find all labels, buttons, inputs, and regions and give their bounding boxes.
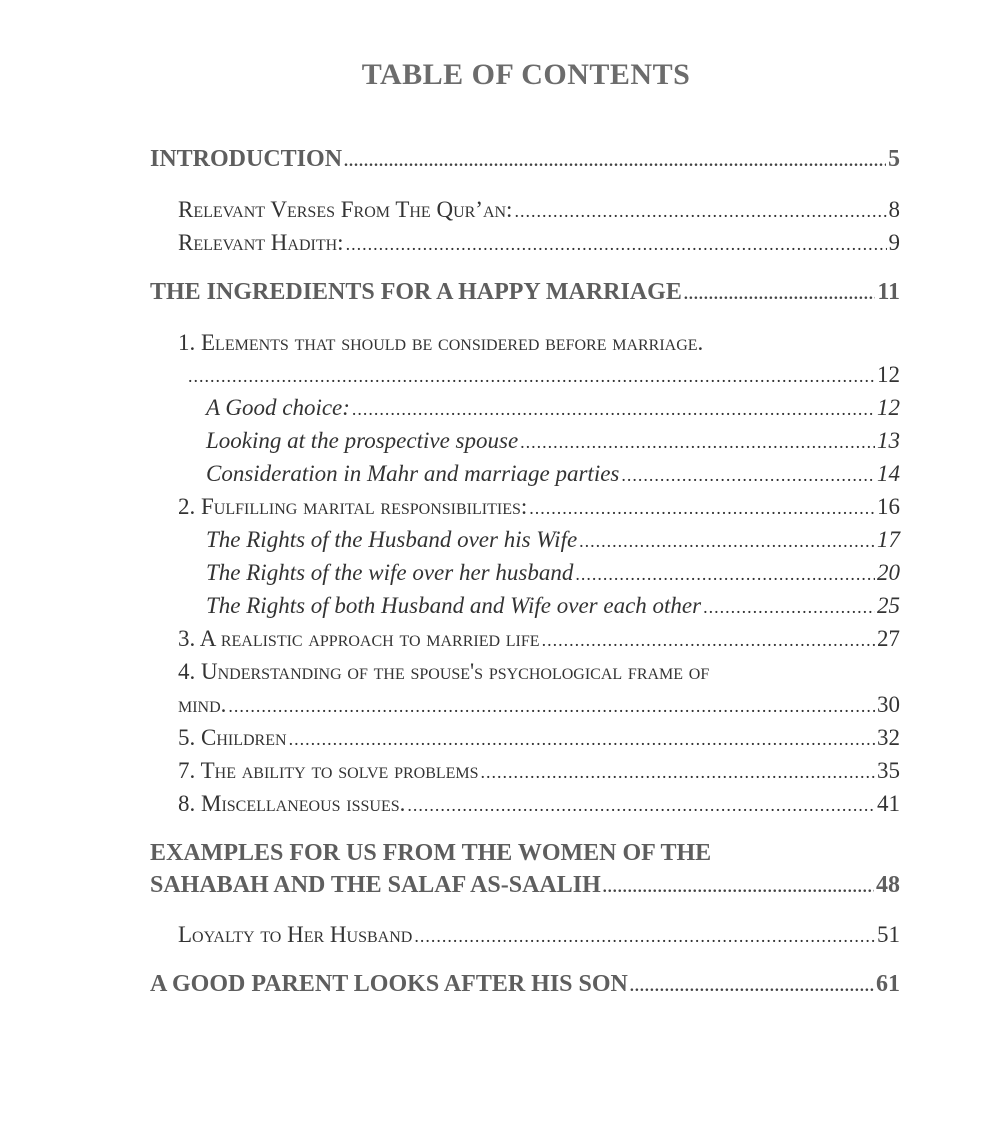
entry-label: The Rights of the Husband over his Wife [206,527,578,552]
toc-entry-introduction[interactable] [150,146,900,173]
toc-entry-rights-both[interactable] [206,593,900,619]
page-number: 35 [877,758,900,783]
toc-entry-examples-label: EXAMPLES FOR US FROM THE WOMEN OF THE [150,840,712,866]
entry-label: Relevant Verses From The Qur’an: [178,197,513,222]
entry-label: Looking at the prospective spouse [206,428,519,453]
entry-label: 7. The ability to solve problems [178,758,479,783]
leader-dots [529,498,875,519]
leader-dots [407,795,875,816]
leader-dots [703,597,875,618]
toc-entry-elements[interactable] [186,362,900,388]
page-number: 48 [876,872,900,898]
page-number: 9 [888,230,900,255]
page-number: 8 [888,197,900,222]
page-number: 13 [877,428,900,453]
page-number: 20 [877,560,900,585]
toc-entry-rights-wife[interactable] [206,560,900,586]
entry-label: Relevant Hadith: [178,230,344,255]
toc-entry-realistic-approach[interactable] [178,626,900,652]
entry-label: 8. Miscellaneous issues. [178,791,406,816]
page-number: 25 [877,593,900,618]
entry-label: 5. Children [178,725,287,750]
toc-entry-good-choice[interactable] [206,395,900,421]
leader-dots [684,286,875,304]
entry-label: Loyalty to Her Husband [178,922,413,947]
leader-dots [603,879,874,897]
page-title: TABLE OF CONTENTS [361,58,691,91]
page-number: 61 [876,971,900,997]
leader-dots [520,432,875,453]
toc-entry-relevant-hadith[interactable] [178,230,900,256]
leader-dots [414,926,875,947]
toc-entry-ingredients[interactable] [150,279,900,306]
entry-label: 3. A realistic approach to married life [178,626,540,651]
toc-entry-rights-husband[interactable] [206,527,900,553]
toc-entry-miscellaneous[interactable] [178,791,900,817]
entry-label: Consideration in Mahr and marriage parties [206,461,620,486]
entry-label: SAHABAH AND THE SALAF AS-SAALIH [150,872,601,898]
entry-label: INTRODUCTION [150,146,343,172]
entry-label: A GOOD PARENT LOOKS AFTER HIS SON [150,971,628,997]
page-number: 32 [877,725,900,750]
leader-dots [579,531,875,552]
toc-entry-understanding[interactable] [178,692,900,718]
toc-entry-relevant-verses[interactable] [178,197,900,223]
toc-entry-fulfilling[interactable] [178,494,900,520]
toc-entry-mahr[interactable] [206,461,900,487]
leader-dots [630,978,874,996]
leader-dots [542,630,875,651]
leader-dots [346,234,887,255]
page-number: 51 [877,922,900,947]
leader-dots [228,696,875,717]
entry-label: mind. [178,692,227,717]
toc-entry-elements-label: 1. Elements that should be considered before marriage. [178,330,704,355]
entry-label: A Good choice: [206,395,350,420]
page-number: 5 [888,146,900,172]
page-number: 41 [877,791,900,816]
page-number: 11 [877,279,900,305]
leader-dots [621,465,875,486]
page-number: 16 [877,494,900,519]
toc-entry-understanding-label: 4. Understanding of the spouse's psychological frame of [178,659,710,684]
page-number: 30 [877,692,900,717]
page-number: 12 [877,395,900,420]
page-number: 12 [877,362,900,387]
toc-entry-prospective-spouse[interactable] [206,428,900,454]
toc-entry-examples[interactable] [150,872,900,899]
toc-entry-solve-problems[interactable] [178,758,900,784]
leader-dots [352,399,875,420]
leader-dots [188,366,875,387]
page-number: 27 [877,626,900,651]
page-number: 14 [877,461,900,486]
leader-dots [514,201,886,222]
leader-dots [575,564,875,585]
toc-entry-loyalty[interactable] [178,922,900,948]
entry-label: The Rights of the wife over her husband [206,560,574,585]
entry-label: 2. Fulfilling marital responsibilities: [178,494,528,519]
leader-dots [481,762,875,783]
page-number: 17 [877,527,900,552]
toc-entry-children[interactable] [178,725,900,751]
entry-label: The Rights of both Husband and Wife over each other [206,593,702,618]
leader-dots [344,153,886,171]
leader-dots [289,729,875,750]
toc-entry-good-parent[interactable] [150,971,900,998]
entry-label: THE INGREDIENTS FOR A HAPPY MARRIAGE [150,279,682,305]
